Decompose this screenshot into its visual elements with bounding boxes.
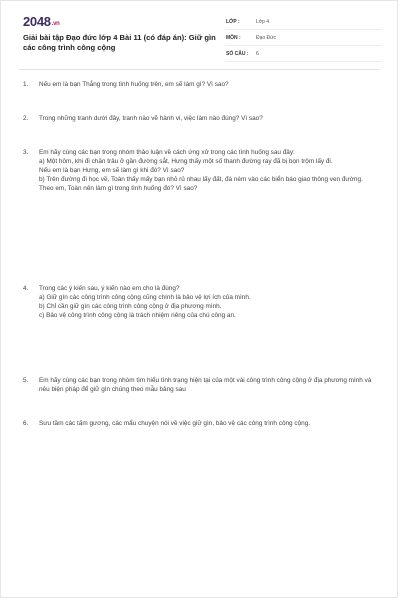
meta-row-count bbox=[226, 46, 381, 62]
question-5 bbox=[23, 376, 383, 394]
question-sub-item: b) Trên đường đi học về, Toàn thấy mấy bạn nhỏ rủ nhau lấy đất, đá ném vào các biển báo giao thông ven đường. bbox=[39, 176, 363, 183]
meta-label: SỐ CÂU : bbox=[226, 50, 249, 57]
question-number: 4. bbox=[23, 285, 29, 292]
meta-value: Đạo Đức bbox=[256, 34, 277, 41]
question-6 bbox=[23, 419, 310, 428]
question-text: Nếu em là bạn Thắng trong tình huống trên, em sẽ làm gì? Vì sao? bbox=[39, 81, 229, 88]
meta-value: 6 bbox=[256, 50, 259, 57]
question-number: 1. bbox=[23, 81, 29, 88]
question-3 bbox=[23, 148, 363, 193]
question-text: Trong những tranh dưới đây, tranh nào vẽ hành vi, việc làm nào đúng? Vì sao? bbox=[39, 115, 263, 122]
question-number: 5. bbox=[23, 377, 29, 384]
page-title: Giải bài tập Đạo đức lớp 4 Bài 11 (có đáp án): Giữ gìn các công trình công cộng bbox=[23, 33, 216, 52]
meta-label: MÔN : bbox=[226, 34, 241, 41]
question-1 bbox=[23, 80, 229, 89]
question-sub-item: c) Bảo vệ công trình công cộng là trách nhiệm riêng của chú công an. bbox=[39, 312, 236, 319]
meta-table bbox=[226, 14, 381, 62]
question-text: Trong các ý kiến sau, ý kiến nào em cho là đúng? bbox=[39, 285, 180, 292]
question-number: 6. bbox=[23, 420, 29, 427]
worksheet-header bbox=[1, 1, 397, 63]
logo-number: 2048 bbox=[23, 14, 51, 29]
meta-label: LỚP : bbox=[226, 18, 240, 25]
logo-tld: .vn bbox=[51, 21, 60, 27]
question-sub-item: a) Giữ gìn các công trình công cộng cũng chính là bảo vệ lợi ích của mình. bbox=[39, 294, 251, 301]
meta-row-subject bbox=[226, 30, 381, 46]
question-4 bbox=[23, 284, 251, 320]
meta-row-grade bbox=[226, 14, 381, 30]
meta-value: Lớp 4 bbox=[256, 18, 270, 25]
question-number: 3. bbox=[23, 149, 29, 156]
question-text: Em hãy cùng các bạn trong nhóm thảo luận về cách ứng xử trong các tình huống sau đây: bbox=[39, 149, 295, 156]
question-sub-item: b) Chỉ cần giữ gìn các công trình công cộng ở địa phương mình. bbox=[39, 303, 222, 310]
question-text: Sưu tầm các tấm gương, các mẩu chuyện nói về việc giữ gìn, bảo vệ các công trình công cộng. bbox=[39, 420, 311, 427]
question-sub-item: Nếu em là bạn Hưng, em sẽ làm gì khi đó? Vì sao? bbox=[39, 167, 185, 174]
question-sub-item: Theo em, Toàn nên làm gì trong tình huống đó? Vì sao? bbox=[39, 185, 198, 192]
header-divider bbox=[19, 69, 379, 70]
question-sub-item: a) Một hôm, khi đi chăn trâu ở gần đường sắt, Hưng thấy một số thanh đường ray đã bị bọn trộm lấy đi. bbox=[39, 158, 333, 165]
site-logo[interactable] bbox=[23, 14, 60, 29]
question-number: 2. bbox=[23, 115, 29, 122]
question-2 bbox=[23, 114, 263, 123]
question-text: Em hãy cùng các bạn trong nhóm tìm hiểu tình trạng hiện tại của một vài công trình công cộng ở địa phương mình và nêu biện pháp để giữ gìn chúng theo mẫu bảng sau bbox=[39, 377, 372, 393]
